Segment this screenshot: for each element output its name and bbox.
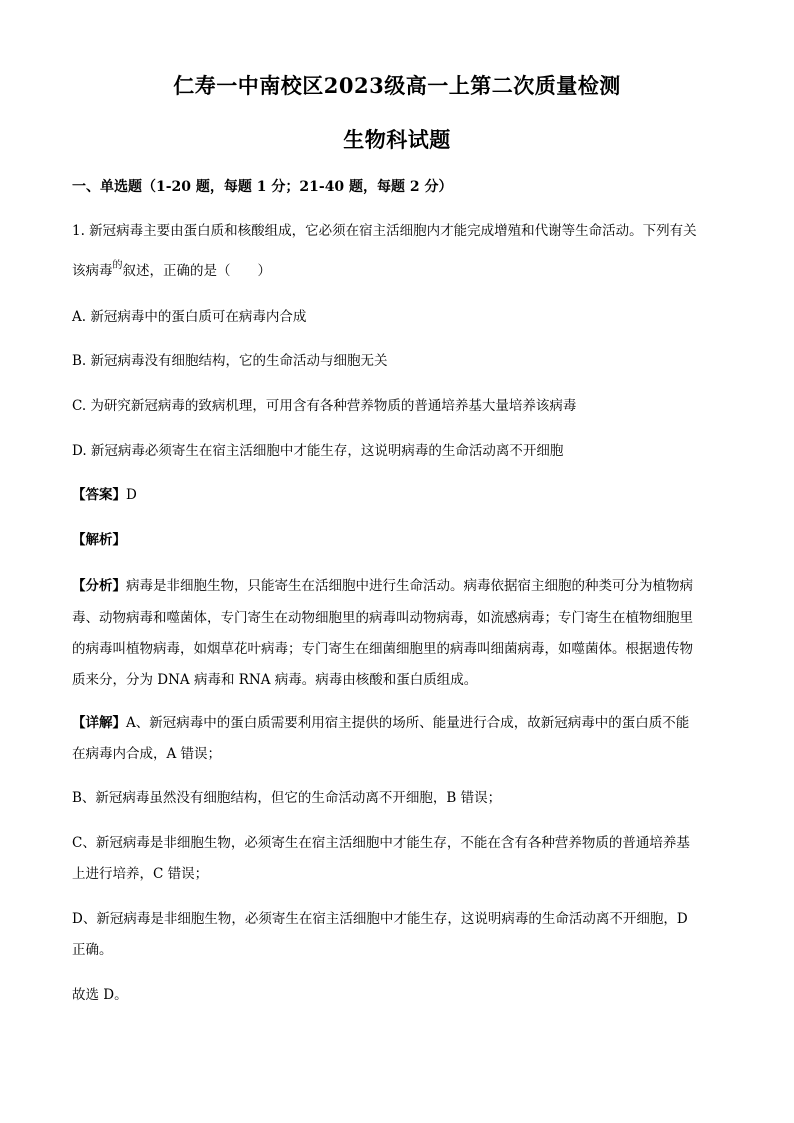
fenxi-line-3: 的病毒叫植物病毒，如烟草花叶病毒；专门寄生在细菌细胞里的病毒叫细菌病毒，如噬菌体。根据遗传物 [72, 641, 693, 657]
xiangjie-line-8: 故选 D。 [72, 987, 128, 1003]
option-c: C. 为研究新冠病毒的致病机理，可用含有各种营养物质的普通培养基大量培养该病毒 [72, 398, 577, 414]
option-b: B. 新冠病毒没有细胞结构，它的生命活动与细胞无关 [72, 353, 388, 369]
answer-tag: 【答案】 [72, 487, 126, 503]
xiangjie-tag: 【详解】 [72, 715, 126, 731]
question-stem-superscript: 的 [112, 260, 123, 271]
xiangjie-line-4: C、新冠病毒是非细胞生物，必须寄生在宿主活细胞中才能生存，不能在含有各种营养物质的普通培养基 [72, 835, 690, 851]
question-stem-part-a: 该病毒 [72, 263, 113, 279]
fenxi-line-1 [72, 577, 693, 595]
fenxi-line-2: 毒、动物病毒和噬菌体，专门寄生在动物细胞里的病毒叫动物病毒，如流感病毒；专门寄生在植物细胞里 [72, 610, 693, 626]
xiangjie-text-1: A、新冠病毒中的蛋白质需要利用宿主提供的场所、能量进行合成，故新冠病毒中的蛋白质不能 [126, 715, 690, 731]
xiangjie-line-7: 正确。 [72, 942, 113, 958]
xiangjie-line-3: B、新冠病毒虽然没有细胞结构，但它的生命活动离不开细胞，B 错误； [72, 790, 502, 806]
fenxi-tag: 【分析】 [72, 578, 126, 594]
exam-title: 仁寿一中南校区2023级高一上第二次质量检测 [173, 73, 621, 98]
question-stem-part-b: 叙述，正确的是（ ） [122, 263, 271, 279]
answer-value: D [126, 487, 137, 503]
analysis-tag: 【解析】 [72, 532, 126, 548]
exam-subject-title: 生物科试题 [343, 127, 451, 152]
question-stem-line-1: 1. 新冠病毒主要由蛋白质和核酸组成，它必须在宿主活细胞内才能完成增殖和代谢等生命活动。下列有关 [72, 223, 697, 239]
fenxi-line-4: 质来分，分为 DNA 病毒和 RNA 病毒。病毒由核酸和蛋白质组成。 [72, 672, 478, 688]
question-stem-line-2 [72, 262, 271, 282]
xiangjie-line-2: 在病毒内合成，A 错误； [72, 746, 222, 762]
answer-line [72, 486, 137, 504]
xiangjie-line-6: D、新冠病毒是非细胞生物，必须寄生在宿主活细胞中才能生存，这说明病毒的生命活动离不开细胞，D [72, 911, 688, 927]
section-heading: 一、单选题（1-20 题，每题 1 分；21-40 题，每题 2 分） [72, 179, 453, 195]
option-d: D. 新冠病毒必须寄生在宿主活细胞中才能生存，这说明病毒的生命活动离不开细胞 [72, 443, 564, 459]
xiangjie-line-5: 上进行培养，C 错误； [72, 866, 209, 882]
xiangjie-line-1 [72, 714, 689, 732]
option-a: A. 新冠病毒中的蛋白质可在病毒内合成 [72, 309, 307, 325]
fenxi-text-1: 病毒是非细胞生物，只能寄生在活细胞中进行生命活动。病毒依据宿主细胞的种类可分为植物病 [126, 578, 693, 594]
